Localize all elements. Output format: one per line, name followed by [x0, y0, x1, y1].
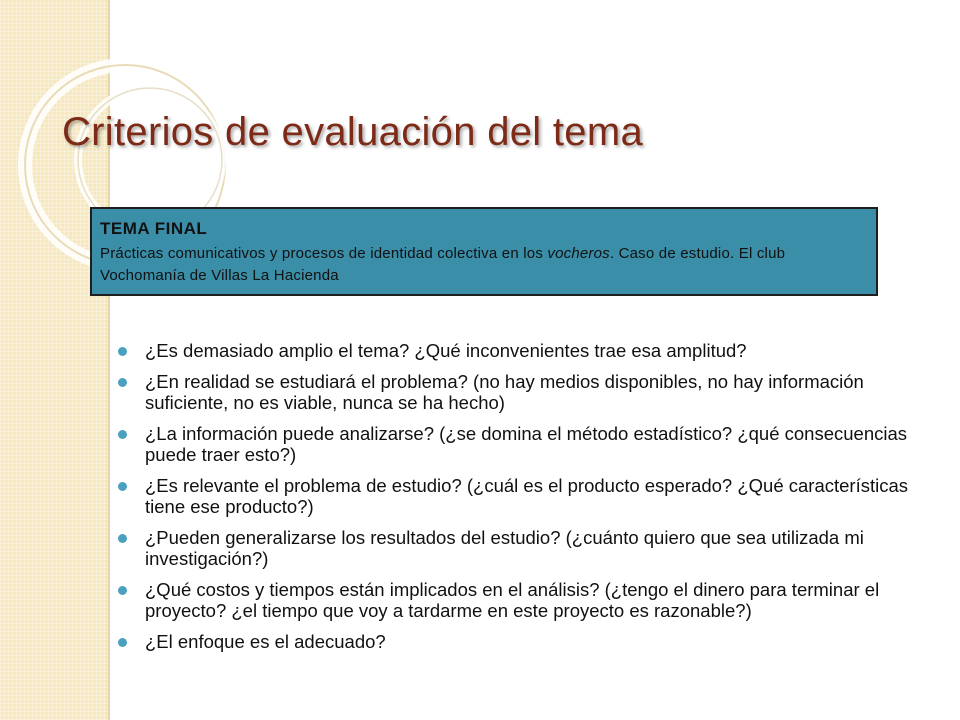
list-item — [118, 475, 948, 517]
list-item-text: ¿La información puede analizarse? (¿se domina el método estadístico? ¿qué consecuencias puede traer esto?) — [145, 423, 908, 465]
bullet-dot-icon — [118, 638, 127, 647]
list-item-text: ¿Es relevante el problema de estudio? (¿cuál es el producto esperado? ¿Qué características tiene ese producto?) — [145, 475, 909, 517]
slide-title: Criterios de evaluación del tema — [62, 110, 644, 154]
bullet-dot-icon — [118, 586, 127, 595]
topic-box — [90, 207, 878, 296]
bullet-dot-icon — [118, 378, 127, 387]
bullet-dot-icon — [118, 347, 127, 356]
list-item-text: ¿Pueden generalizarse los resultados del estudio? (¿cuánto quiero que sea utilizada mi investigación?) — [145, 527, 864, 569]
topic-text-end: . Caso de estudio. El club Vochomanía de Villas La Hacienda — [100, 245, 786, 284]
list-item — [118, 579, 948, 621]
list-item-text: ¿Es demasiado amplio el tema? ¿Qué inconvenientes trae esa amplitud? — [145, 340, 747, 361]
list-item-text: ¿Qué costos y tiempos están implicados en el análisis? (¿tengo el dinero para terminar el proyecto? ¿el tiempo que voy a tardarme en este proyecto es razonable?) — [145, 579, 880, 621]
topic-text-italic: vocheros — [547, 245, 610, 262]
list-item — [118, 340, 948, 361]
list-item — [118, 423, 948, 465]
topic-description — [100, 243, 868, 287]
list-item — [118, 631, 948, 652]
list-item-text: ¿El enfoque es el adecuado? — [145, 631, 386, 652]
topic-text-start: Prácticas comunicativos y procesos de identidad colectiva en los — [100, 245, 548, 262]
list-item — [118, 527, 948, 569]
criteria-list — [118, 340, 948, 662]
bullet-dot-icon — [118, 482, 127, 491]
topic-heading: TEMA FINAL — [100, 219, 208, 238]
list-item — [118, 371, 948, 413]
list-item-text: ¿En realidad se estudiará el problema? (no hay medios disponibles, no hay información suficiente, no es viable, nunca se ha hecho) — [145, 371, 864, 413]
bullet-dot-icon — [118, 534, 127, 543]
bullet-dot-icon — [118, 430, 127, 439]
